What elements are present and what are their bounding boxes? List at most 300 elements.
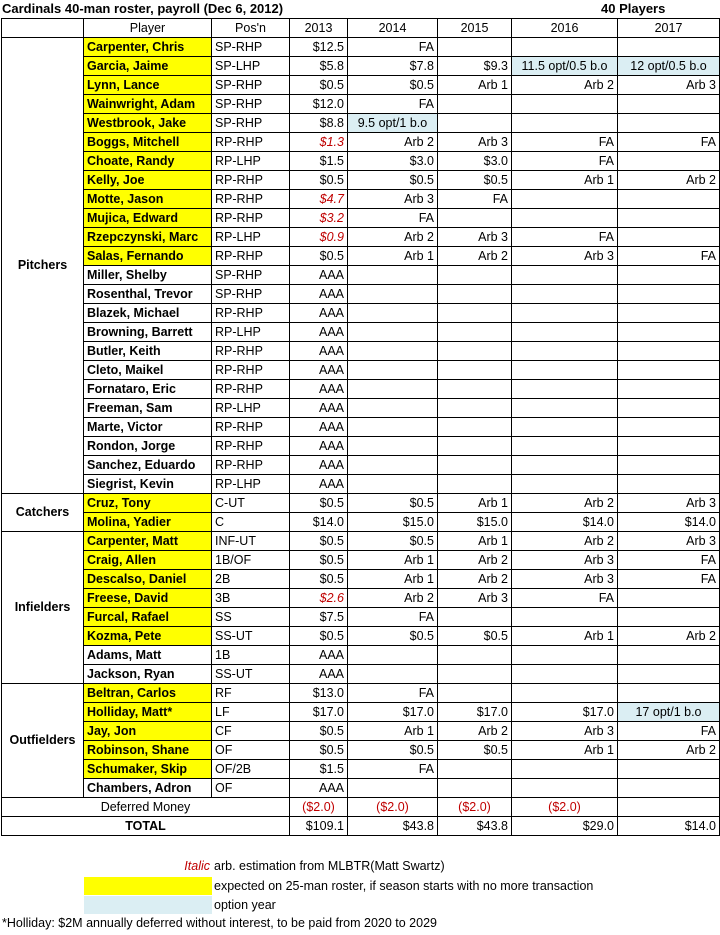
player-position: SS	[212, 608, 290, 627]
salary-cell	[438, 760, 512, 779]
salary-cell: $3.2	[290, 209, 348, 228]
player-name: Lynn, Lance	[84, 76, 212, 95]
table-row	[2, 760, 720, 779]
salary-cell: $0.5	[348, 171, 438, 190]
salary-cell: $0.5	[290, 741, 348, 760]
salary-cell	[618, 114, 720, 133]
salary-cell: $0.5	[348, 494, 438, 513]
salary-cell: AAA	[290, 323, 348, 342]
table-row	[2, 570, 720, 589]
roster-table	[1, 18, 720, 836]
salary-cell	[438, 38, 512, 57]
group-label: Infielders	[2, 532, 84, 684]
player-name: Choate, Randy	[84, 152, 212, 171]
salary-cell: FA	[512, 589, 618, 608]
player-position: 3B	[212, 589, 290, 608]
salary-cell: $0.5	[438, 627, 512, 646]
salary-cell	[348, 779, 438, 798]
total-cell: $29.0	[512, 817, 618, 836]
salary-cell: $12.5	[290, 38, 348, 57]
salary-cell: $17.0	[348, 703, 438, 722]
salary-cell	[438, 456, 512, 475]
salary-cell	[512, 285, 618, 304]
table-row	[2, 551, 720, 570]
player-name: Furcal, Rafael	[84, 608, 212, 627]
salary-cell	[618, 342, 720, 361]
table-row	[2, 76, 720, 95]
total-row	[2, 817, 720, 836]
table-row	[2, 494, 720, 513]
total-cell: $43.8	[348, 817, 438, 836]
table-row	[2, 665, 720, 684]
player-name: Sanchez, Eduardo	[84, 456, 212, 475]
player-position: CF	[212, 722, 290, 741]
salary-cell: $3.0	[438, 152, 512, 171]
salary-cell: $17.0	[290, 703, 348, 722]
player-position: RP-RHP	[212, 133, 290, 152]
salary-cell	[618, 399, 720, 418]
salary-cell: Arb 1	[348, 570, 438, 589]
deferred-cell: ($2.0)	[512, 798, 618, 817]
table-row	[2, 646, 720, 665]
salary-cell: AAA	[290, 646, 348, 665]
salary-cell: AAA	[290, 304, 348, 323]
salary-cell: FA	[348, 209, 438, 228]
salary-cell	[618, 589, 720, 608]
salary-cell	[512, 380, 618, 399]
salary-cell: AAA	[290, 399, 348, 418]
salary-cell	[512, 361, 618, 380]
salary-cell	[348, 437, 438, 456]
salary-cell	[618, 437, 720, 456]
salary-cell: $2.6	[290, 589, 348, 608]
player-name: Motte, Jason	[84, 190, 212, 209]
salary-cell	[618, 665, 720, 684]
salary-cell	[618, 209, 720, 228]
salary-cell	[438, 418, 512, 437]
salary-cell	[618, 779, 720, 798]
player-name: Jay, Jon	[84, 722, 212, 741]
player-position: SP-RHP	[212, 76, 290, 95]
salary-cell: AAA	[290, 380, 348, 399]
salary-cell: $0.5	[290, 247, 348, 266]
table-row	[2, 456, 720, 475]
player-position: SP-LHP	[212, 57, 290, 76]
player-name: Butler, Keith	[84, 342, 212, 361]
salary-cell: FA	[512, 133, 618, 152]
header-row	[2, 19, 720, 38]
table-row	[2, 38, 720, 57]
total-cell: $43.8	[438, 817, 512, 836]
salary-cell	[512, 646, 618, 665]
salary-cell: AAA	[290, 266, 348, 285]
salary-cell: $1.3	[290, 133, 348, 152]
player-position: RP-LHP	[212, 152, 290, 171]
salary-cell	[512, 190, 618, 209]
header-blank	[2, 19, 84, 38]
salary-cell: $0.5	[290, 570, 348, 589]
table-row	[2, 95, 720, 114]
player-position: C-UT	[212, 494, 290, 513]
total-cell: $14.0	[618, 817, 720, 836]
column-header: Player	[84, 19, 212, 38]
salary-cell	[438, 285, 512, 304]
player-position: SP-RHP	[212, 266, 290, 285]
salary-cell: $9.3	[438, 57, 512, 76]
player-name: Robinson, Shane	[84, 741, 212, 760]
salary-cell	[438, 266, 512, 285]
group-label: Pitchers	[2, 38, 84, 494]
column-header: 2013	[290, 19, 348, 38]
table-row	[2, 399, 720, 418]
table-row	[2, 684, 720, 703]
salary-cell	[512, 114, 618, 133]
salary-cell	[438, 323, 512, 342]
salary-cell: AAA	[290, 285, 348, 304]
player-position: RP-RHP	[212, 418, 290, 437]
salary-cell: $14.0	[512, 513, 618, 532]
salary-cell: $7.8	[348, 57, 438, 76]
salary-cell	[438, 114, 512, 133]
legend-yellow-swatch	[84, 877, 212, 895]
player-name: Blazek, Michael	[84, 304, 212, 323]
salary-cell: $8.8	[290, 114, 348, 133]
salary-cell: Arb 2	[348, 228, 438, 247]
player-name: Garcia, Jaime	[84, 57, 212, 76]
player-name: Freese, David	[84, 589, 212, 608]
player-name: Wainwright, Adam	[84, 95, 212, 114]
salary-cell: Arb 3	[618, 532, 720, 551]
salary-cell: $15.0	[438, 513, 512, 532]
salary-cell	[438, 779, 512, 798]
salary-cell: $4.7	[290, 190, 348, 209]
salary-cell	[618, 152, 720, 171]
player-name: Westbrook, Jake	[84, 114, 212, 133]
salary-cell	[348, 342, 438, 361]
salary-cell: FA	[348, 760, 438, 779]
player-name: Beltran, Carlos	[84, 684, 212, 703]
salary-cell: Arb 2	[512, 76, 618, 95]
player-name: Carpenter, Matt	[84, 532, 212, 551]
table-row	[2, 475, 720, 494]
salary-cell: AAA	[290, 437, 348, 456]
legend-italic-text: arb. estimation from MLBTR(Matt Swartz)	[214, 859, 445, 873]
player-name: Molina, Yadier	[84, 513, 212, 532]
table-row	[2, 228, 720, 247]
deferred-row	[2, 798, 720, 817]
salary-cell: FA	[618, 722, 720, 741]
table-row	[2, 266, 720, 285]
salary-cell	[348, 323, 438, 342]
table-row	[2, 380, 720, 399]
salary-cell	[438, 665, 512, 684]
salary-cell: AAA	[290, 418, 348, 437]
salary-cell	[348, 665, 438, 684]
table-row	[2, 513, 720, 532]
salary-cell	[348, 304, 438, 323]
salary-cell	[618, 361, 720, 380]
player-position: RP-RHP	[212, 456, 290, 475]
table-row	[2, 323, 720, 342]
player-position: SP-RHP	[212, 114, 290, 133]
player-position: SP-RHP	[212, 38, 290, 57]
salary-cell: Arb 1	[512, 627, 618, 646]
salary-cell	[348, 418, 438, 437]
player-position: OF/2B	[212, 760, 290, 779]
group-label: Outfielders	[2, 684, 84, 798]
salary-cell: AAA	[290, 456, 348, 475]
salary-cell: 11.5 opt/0.5 b.o	[512, 57, 618, 76]
player-name: Siegrist, Kevin	[84, 475, 212, 494]
table-row	[2, 247, 720, 266]
salary-cell: $12.0	[290, 95, 348, 114]
salary-cell: $17.0	[512, 703, 618, 722]
salary-cell: Arb 2	[438, 570, 512, 589]
salary-cell	[618, 456, 720, 475]
salary-cell	[438, 399, 512, 418]
salary-cell: $13.0	[290, 684, 348, 703]
legend-yellow-text: expected on 25-man roster, if season starts with no more transaction	[214, 879, 594, 893]
player-name: Cleto, Maikel	[84, 361, 212, 380]
group-label: Catchers	[2, 494, 84, 532]
salary-cell: $0.5	[290, 722, 348, 741]
salary-cell	[512, 418, 618, 437]
player-name: Carpenter, Chris	[84, 38, 212, 57]
player-name: Rondon, Jorge	[84, 437, 212, 456]
salary-cell: AAA	[290, 475, 348, 494]
salary-cell: $0.5	[290, 494, 348, 513]
player-name: Mujica, Edward	[84, 209, 212, 228]
player-name: Fornataro, Eric	[84, 380, 212, 399]
player-position: 2B	[212, 570, 290, 589]
salary-cell: Arb 3	[618, 494, 720, 513]
column-header: 2016	[512, 19, 618, 38]
table-row	[2, 722, 720, 741]
salary-cell: 9.5 opt/1 b.o	[348, 114, 438, 133]
column-header: 2014	[348, 19, 438, 38]
salary-cell	[512, 323, 618, 342]
player-position: RP-RHP	[212, 209, 290, 228]
deferred-cell: ($2.0)	[290, 798, 348, 817]
salary-cell	[618, 684, 720, 703]
salary-cell	[618, 95, 720, 114]
player-name: Adams, Matt	[84, 646, 212, 665]
table-row	[2, 779, 720, 798]
player-name: Rzepczynski, Marc	[84, 228, 212, 247]
salary-cell	[618, 418, 720, 437]
player-position: 1B	[212, 646, 290, 665]
player-name: Cruz, Tony	[84, 494, 212, 513]
salary-cell: FA	[512, 152, 618, 171]
salary-cell: Arb 1	[438, 494, 512, 513]
salary-cell	[438, 95, 512, 114]
table-row	[2, 342, 720, 361]
salary-cell: FA	[618, 133, 720, 152]
salary-cell	[618, 38, 720, 57]
salary-cell	[618, 304, 720, 323]
salary-cell	[618, 228, 720, 247]
player-position: C	[212, 513, 290, 532]
salary-cell: Arb 3	[512, 247, 618, 266]
salary-cell	[512, 437, 618, 456]
salary-cell: Arb 1	[438, 532, 512, 551]
salary-cell: Arb 1	[512, 171, 618, 190]
deferred-cell	[618, 798, 720, 817]
salary-cell	[438, 304, 512, 323]
salary-cell	[438, 646, 512, 665]
salary-cell: Arb 2	[618, 627, 720, 646]
salary-cell	[512, 38, 618, 57]
salary-cell: Arb 3	[438, 133, 512, 152]
player-name: Descalso, Daniel	[84, 570, 212, 589]
player-name: Miller, Shelby	[84, 266, 212, 285]
player-count: 40 Players	[601, 1, 666, 16]
player-position: RP-LHP	[212, 228, 290, 247]
salary-cell: $0.5	[290, 551, 348, 570]
salary-cell: $17.0	[438, 703, 512, 722]
table-row	[2, 703, 720, 722]
salary-cell	[512, 209, 618, 228]
table-row	[2, 114, 720, 133]
salary-cell	[618, 323, 720, 342]
salary-cell	[512, 266, 618, 285]
salary-cell: Arb 3	[512, 570, 618, 589]
salary-cell: Arb 1	[512, 741, 618, 760]
salary-cell: Arb 3	[438, 589, 512, 608]
player-position: RP-RHP	[212, 190, 290, 209]
salary-cell: FA	[348, 95, 438, 114]
player-position: RP-RHP	[212, 361, 290, 380]
salary-cell	[618, 380, 720, 399]
table-row	[2, 190, 720, 209]
player-position: INF-UT	[212, 532, 290, 551]
salary-cell: $0.5	[348, 627, 438, 646]
player-position: RP-LHP	[212, 399, 290, 418]
salary-cell: Arb 2	[618, 171, 720, 190]
salary-cell: $0.5	[438, 171, 512, 190]
salary-cell: AAA	[290, 665, 348, 684]
salary-cell: Arb 2	[618, 741, 720, 760]
deferred-cell: ($2.0)	[348, 798, 438, 817]
salary-cell: Arb 2	[512, 494, 618, 513]
player-name: Salas, Fernando	[84, 247, 212, 266]
salary-cell: Arb 3	[512, 551, 618, 570]
salary-cell	[512, 342, 618, 361]
player-name: Schumaker, Skip	[84, 760, 212, 779]
salary-cell	[348, 266, 438, 285]
table-row	[2, 608, 720, 627]
table-row	[2, 285, 720, 304]
player-position: SS-UT	[212, 627, 290, 646]
salary-cell: $7.5	[290, 608, 348, 627]
salary-cell	[512, 684, 618, 703]
player-name: Craig, Allen	[84, 551, 212, 570]
salary-cell: 17 opt/1 b.o	[618, 703, 720, 722]
salary-cell	[618, 760, 720, 779]
salary-cell: $0.5	[348, 532, 438, 551]
salary-cell: 12 opt/0.5 b.o	[618, 57, 720, 76]
salary-cell	[438, 684, 512, 703]
salary-cell	[512, 608, 618, 627]
salary-cell: FA	[348, 608, 438, 627]
salary-cell: AAA	[290, 779, 348, 798]
table-row	[2, 437, 720, 456]
salary-cell: FA	[512, 228, 618, 247]
player-position: RP-RHP	[212, 247, 290, 266]
salary-cell: Arb 1	[348, 551, 438, 570]
salary-cell	[348, 380, 438, 399]
salary-cell: $1.5	[290, 760, 348, 779]
holliday-note: *Holliday: $2M annually deferred without interest, to be paid from 2020 to 2029	[2, 916, 437, 930]
salary-cell: Arb 2	[438, 551, 512, 570]
legend-italic-key: Italic	[184, 859, 210, 873]
salary-cell: FA	[618, 570, 720, 589]
salary-cell	[348, 399, 438, 418]
table-row	[2, 741, 720, 760]
salary-cell	[512, 304, 618, 323]
salary-cell: $0.9	[290, 228, 348, 247]
salary-cell: Arb 2	[438, 247, 512, 266]
table-row	[2, 133, 720, 152]
salary-cell	[512, 456, 618, 475]
salary-cell	[512, 399, 618, 418]
table-row	[2, 589, 720, 608]
salary-cell: $0.5	[290, 627, 348, 646]
player-name: Freeman, Sam	[84, 399, 212, 418]
salary-cell: FA	[618, 247, 720, 266]
player-position: LF	[212, 703, 290, 722]
legend-option-text: option year	[214, 898, 276, 912]
player-name: Jackson, Ryan	[84, 665, 212, 684]
deferred-cell: ($2.0)	[438, 798, 512, 817]
salary-cell: Arb 1	[348, 722, 438, 741]
salary-cell: $15.0	[348, 513, 438, 532]
salary-cell	[512, 665, 618, 684]
salary-cell: $14.0	[290, 513, 348, 532]
player-position: RP-RHP	[212, 380, 290, 399]
salary-cell	[512, 760, 618, 779]
salary-cell: FA	[618, 551, 720, 570]
salary-cell: Arb 3	[438, 228, 512, 247]
player-position: OF	[212, 779, 290, 798]
table-row	[2, 304, 720, 323]
salary-cell: $3.0	[348, 152, 438, 171]
player-name: Browning, Barrett	[84, 323, 212, 342]
salary-cell	[618, 266, 720, 285]
salary-cell: FA	[438, 190, 512, 209]
table-row	[2, 532, 720, 551]
player-name: Holliday, Matt*	[84, 703, 212, 722]
deferred-label: Deferred Money	[2, 798, 290, 817]
player-name: Chambers, Adron	[84, 779, 212, 798]
salary-cell	[348, 646, 438, 665]
player-position: OF	[212, 741, 290, 760]
salary-cell	[438, 380, 512, 399]
player-position: RP-RHP	[212, 171, 290, 190]
player-position: RP-LHP	[212, 323, 290, 342]
salary-cell	[348, 456, 438, 475]
salary-cell	[618, 608, 720, 627]
player-position: RP-RHP	[212, 342, 290, 361]
salary-cell: Arb 2	[512, 532, 618, 551]
player-position: SP-RHP	[212, 95, 290, 114]
salary-cell: AAA	[290, 342, 348, 361]
salary-cell	[618, 475, 720, 494]
salary-cell	[512, 475, 618, 494]
player-name: Marte, Victor	[84, 418, 212, 437]
table-row	[2, 418, 720, 437]
salary-cell: $0.5	[348, 76, 438, 95]
